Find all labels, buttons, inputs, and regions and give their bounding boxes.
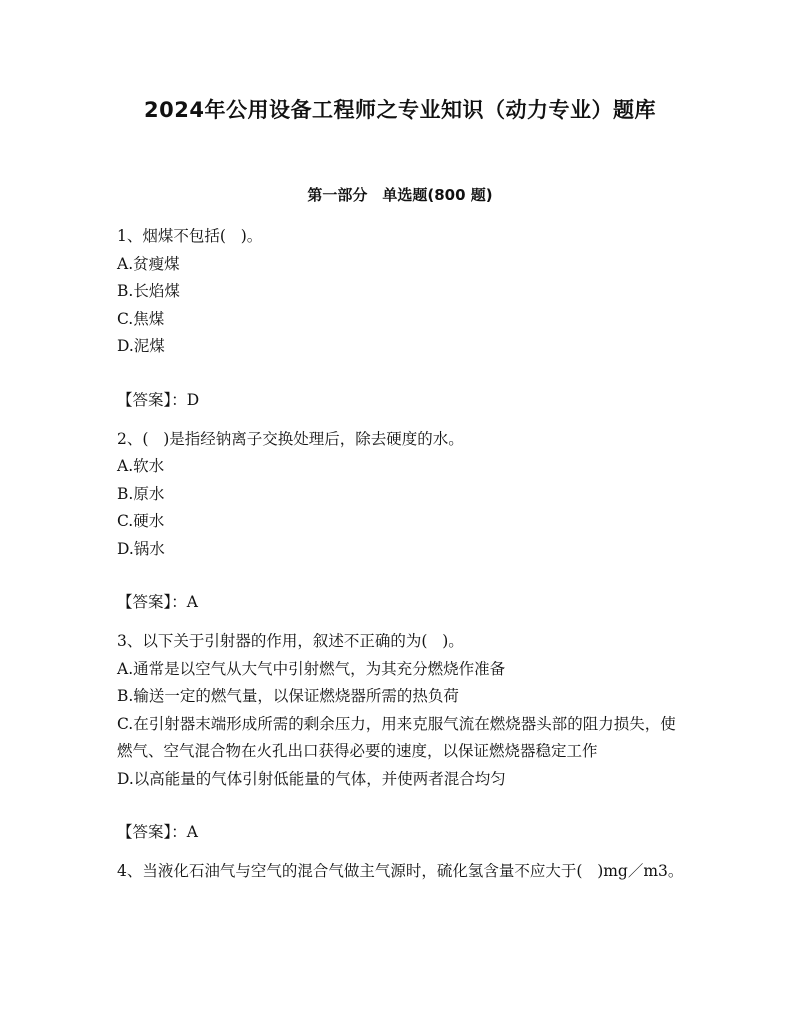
option-d: D.锅水 [117, 539, 165, 558]
option-c: C.硬水 [117, 512, 165, 530]
option-d: D.泥煤 [117, 337, 165, 355]
answer-line [117, 386, 685, 414]
question-item [117, 858, 685, 886]
question-item [117, 223, 685, 414]
answer-value: D [186, 390, 200, 409]
answer-line [117, 588, 685, 616]
answer-label: 【答案】： [117, 593, 187, 611]
answer-value: A [186, 823, 198, 841]
answer-label: 【答案】： [117, 390, 187, 409]
option-c: C.焦煤 [117, 309, 165, 328]
option-b: B.原水 [117, 484, 165, 503]
question-item [117, 628, 685, 846]
answer-label: 【答案】： [117, 823, 187, 841]
option-a: A.软水 [117, 457, 165, 475]
option-b: B.长焰煤 [117, 282, 180, 300]
answer-line [117, 818, 685, 846]
question-stem: 4、当液化石油气与空气的混合气做主气源时，硫化氢含量不应大于( )mg／m3。 [117, 862, 684, 880]
question-stem: 3、以下关于引射器的作用，叙述不正确的为( )。 [117, 632, 464, 650]
question-stem: 1、烟煤不包括( )。 [117, 227, 263, 245]
option-c: C.在引射器末端形成所需的剩余压力，用来克服气流在燃烧器头部的阻力损失，使燃气、空气混合物在火孔出口获得必要的速度，以保证燃烧器稳定工作 [117, 714, 676, 760]
section-heading: 第一部分 单选题(800 题) [307, 186, 493, 204]
option-a: A.贫瘦煤 [117, 254, 180, 273]
question-item [117, 426, 685, 617]
option-b: B.输送一定的燃气量，以保证燃烧器所需的热负荷 [117, 687, 459, 705]
document-title: 2024年公用设备工程师之专业知识（动力专业）题库 [144, 98, 656, 122]
question-stem: 2、( )是指经钠离子交换处理后，除去硬度的水。 [117, 429, 464, 448]
question-list [117, 223, 685, 886]
answer-value: A [186, 593, 198, 611]
option-a: A.通常是以空气从大气中引射燃气，为其充分燃烧作准备 [117, 659, 506, 678]
option-d: D.以高能量的气体引射低能量的气体，并使两者混合均匀 [117, 769, 506, 788]
